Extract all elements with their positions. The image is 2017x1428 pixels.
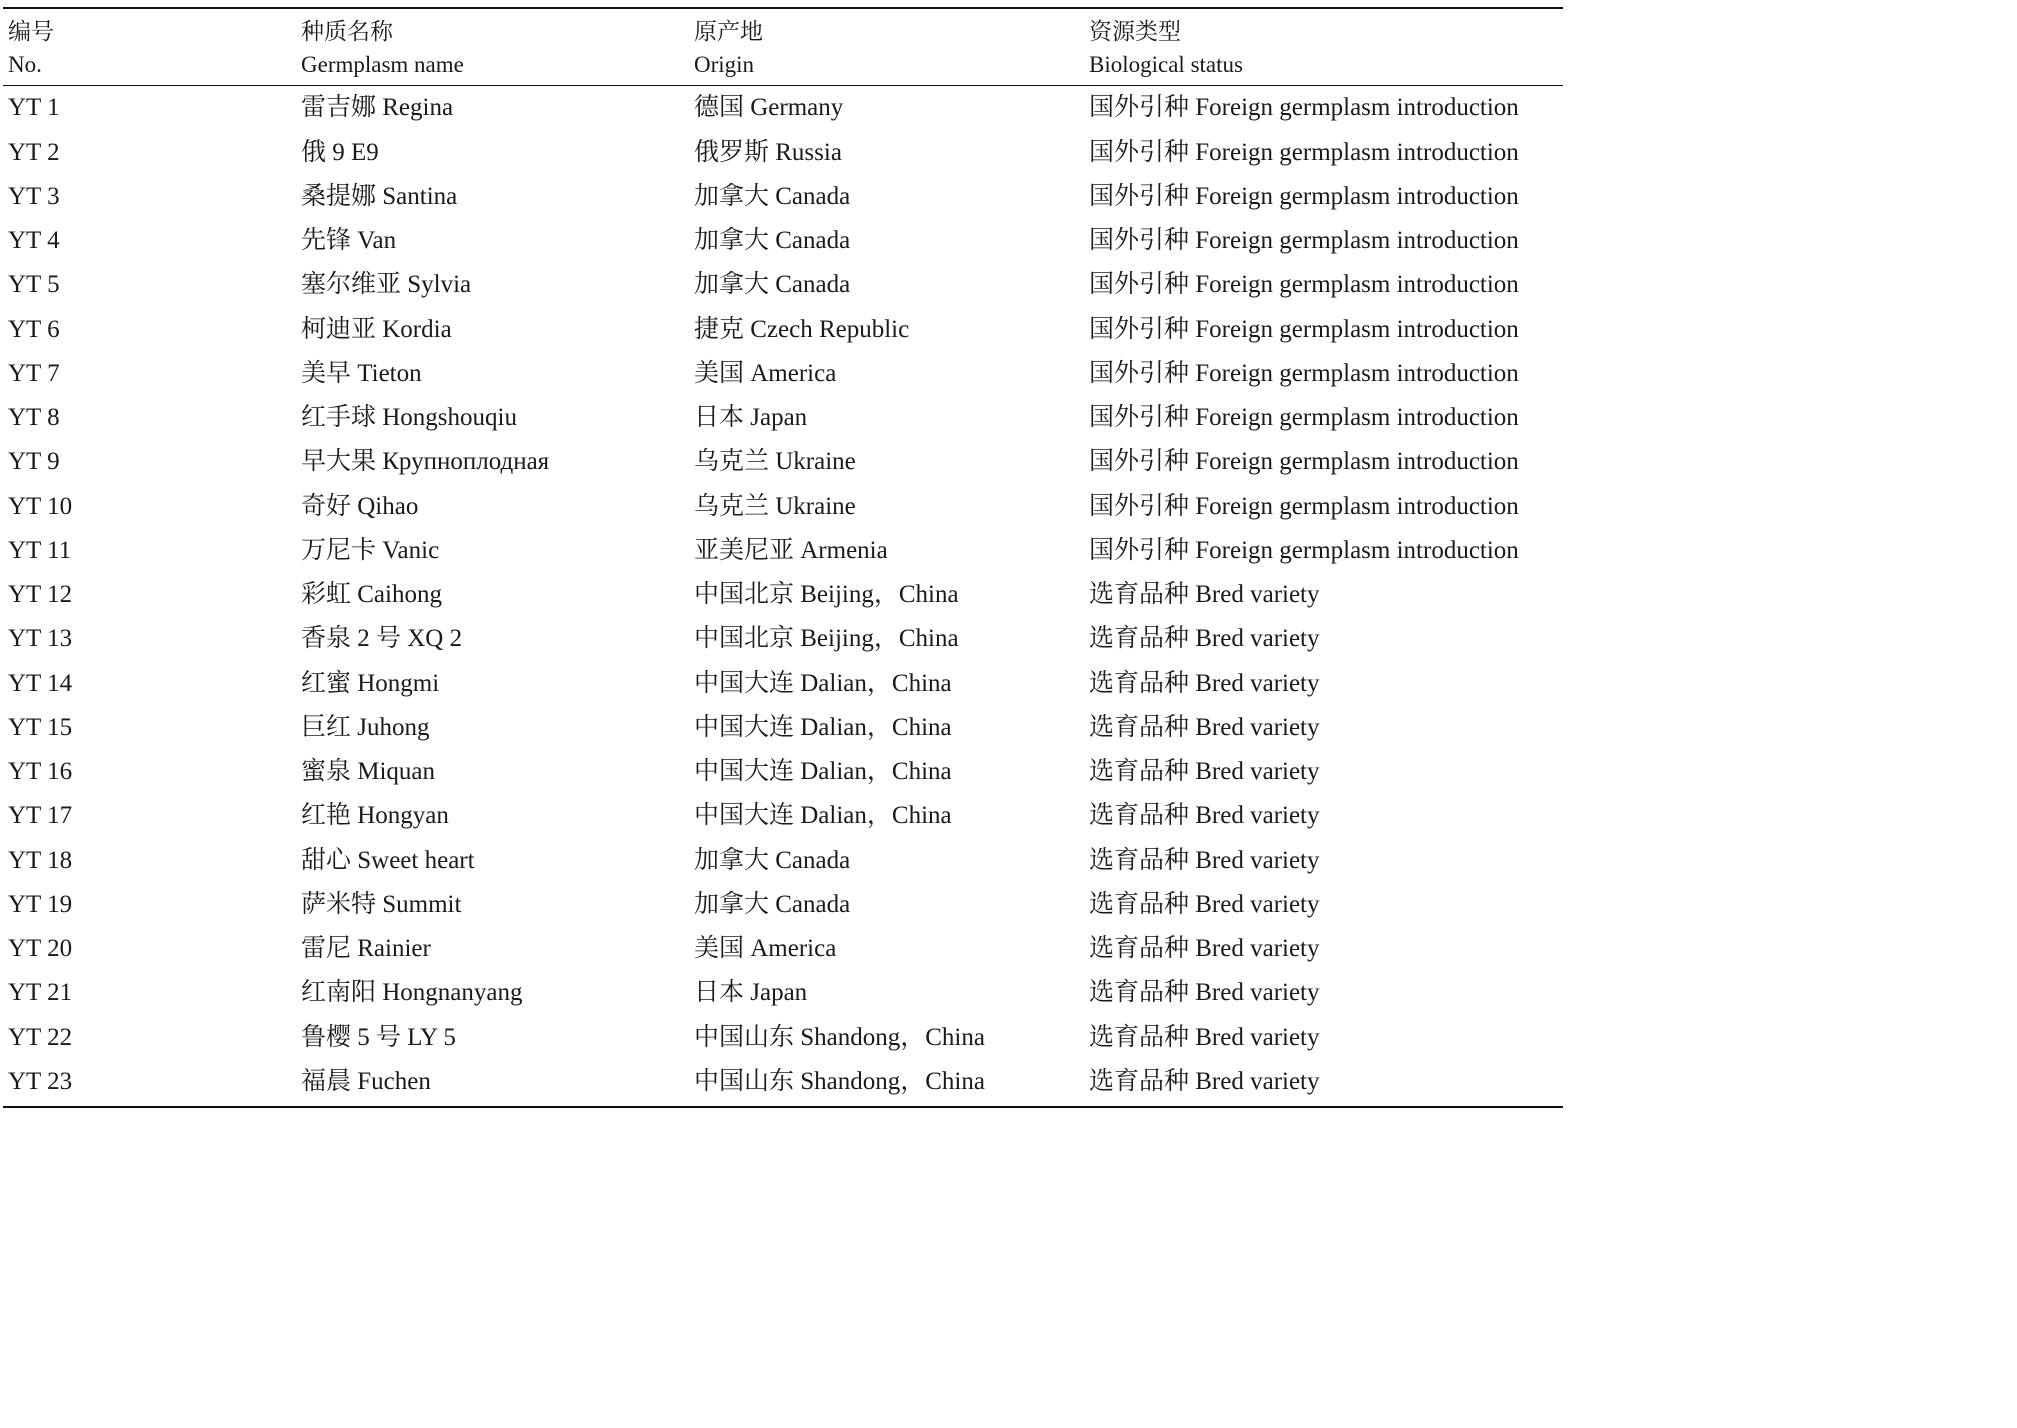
table-row bbox=[3, 175, 1563, 219]
row-origin: 加拿大 Canada bbox=[694, 846, 851, 874]
row-biological-status: 国外引种 Foreign germplasm introduction bbox=[1089, 492, 1519, 520]
row-origin: 美国 America bbox=[694, 935, 837, 963]
row-germplasm-name: 奇好 Qihao bbox=[301, 492, 419, 520]
table-row bbox=[3, 219, 1563, 263]
row-origin: 捷克 Czech Republic bbox=[694, 315, 910, 343]
header-origin-en: Origin bbox=[694, 52, 755, 77]
row-origin: 中国北京 Beijing，China bbox=[694, 625, 959, 653]
table-row bbox=[3, 352, 1563, 396]
table-row bbox=[3, 573, 1563, 617]
row-number: YT 1 bbox=[8, 94, 60, 122]
table-row bbox=[3, 794, 1563, 838]
row-biological-status: 国外引种 Foreign germplasm introduction bbox=[1089, 94, 1519, 122]
row-germplasm-name: 先锋 Van bbox=[301, 227, 397, 255]
row-germplasm-name: 蜜泉 Miquan bbox=[301, 758, 436, 786]
row-number: YT 23 bbox=[8, 1067, 73, 1095]
row-origin: 加拿大 Canada bbox=[694, 271, 851, 299]
row-germplasm-name: 红蜜 Hongmi bbox=[301, 669, 440, 697]
row-germplasm-name: 彩虹 Caihong bbox=[301, 581, 442, 609]
header-biological-status-en: Biological status bbox=[1089, 52, 1243, 77]
row-number: YT 14 bbox=[8, 669, 73, 697]
row-origin: 乌克兰 Ukraine bbox=[694, 492, 856, 520]
row-germplasm-name: 红南阳 Hongnanyang bbox=[301, 979, 523, 1007]
row-germplasm-name: 甜心 Sweet heart bbox=[301, 846, 475, 874]
row-biological-status: 选育品种 Bred variety bbox=[1089, 625, 1320, 653]
row-germplasm-name: 红艳 Hongyan bbox=[301, 802, 449, 830]
row-biological-status: 选育品种 Bred variety bbox=[1089, 846, 1320, 874]
row-number: YT 7 bbox=[8, 359, 60, 387]
row-number: YT 22 bbox=[8, 1023, 73, 1051]
row-number: YT 19 bbox=[8, 890, 73, 918]
table-row bbox=[3, 750, 1563, 794]
row-number: YT 17 bbox=[8, 802, 73, 830]
table-bottom-rule bbox=[3, 1106, 1563, 1108]
row-biological-status: 选育品种 Bred variety bbox=[1089, 802, 1320, 830]
row-biological-status: 国外引种 Foreign germplasm introduction bbox=[1089, 315, 1519, 343]
row-biological-status: 选育品种 Bred variety bbox=[1089, 890, 1320, 918]
table-row bbox=[3, 485, 1563, 529]
table-row bbox=[3, 617, 1563, 661]
row-biological-status: 国外引种 Foreign germplasm introduction bbox=[1089, 227, 1519, 255]
row-number: YT 4 bbox=[8, 227, 60, 255]
row-origin: 加拿大 Canada bbox=[694, 890, 851, 918]
table-row bbox=[3, 308, 1563, 352]
row-origin: 俄罗斯 Russia bbox=[694, 138, 842, 166]
row-germplasm-name: 俄 9 E9 bbox=[301, 138, 379, 166]
row-germplasm-name: 鲁樱 5 号 LY 5 bbox=[301, 1023, 456, 1051]
row-biological-status: 国外引种 Foreign germplasm introduction bbox=[1089, 404, 1519, 432]
row-biological-status: 选育品种 Bred variety bbox=[1089, 581, 1320, 609]
row-number: YT 20 bbox=[8, 935, 73, 963]
table-row bbox=[3, 706, 1563, 750]
row-biological-status: 国外引种 Foreign germplasm introduction bbox=[1089, 536, 1519, 564]
row-number: YT 12 bbox=[8, 581, 73, 609]
row-origin: 日本 Japan bbox=[694, 979, 808, 1007]
row-origin: 日本 Japan bbox=[694, 404, 808, 432]
row-biological-status: 选育品种 Bred variety bbox=[1089, 1067, 1320, 1095]
row-number: YT 18 bbox=[8, 846, 73, 874]
row-origin: 中国大连 Dalian，China bbox=[694, 802, 952, 830]
row-germplasm-name: 柯迪亚 Kordia bbox=[301, 315, 452, 343]
row-number: YT 6 bbox=[8, 315, 60, 343]
table-row bbox=[3, 86, 1563, 130]
row-biological-status: 选育品种 Bred variety bbox=[1089, 1023, 1320, 1051]
row-number: YT 5 bbox=[8, 271, 60, 299]
header-number-en: No. bbox=[8, 52, 42, 77]
table-row bbox=[3, 662, 1563, 706]
row-biological-status: 选育品种 Bred variety bbox=[1089, 979, 1320, 1007]
row-number: YT 15 bbox=[8, 713, 73, 741]
row-number: YT 13 bbox=[8, 625, 73, 653]
row-origin: 中国山东 Shandong，China bbox=[694, 1067, 985, 1095]
row-germplasm-name: 萨米特 Summit bbox=[301, 890, 462, 918]
table-row bbox=[3, 927, 1563, 971]
row-origin: 加拿大 Canada bbox=[694, 227, 851, 255]
row-biological-status: 国外引种 Foreign germplasm introduction bbox=[1089, 182, 1519, 210]
table-row bbox=[3, 883, 1563, 927]
row-biological-status: 国外引种 Foreign germplasm introduction bbox=[1089, 448, 1519, 476]
row-number: YT 21 bbox=[8, 979, 73, 1007]
row-origin: 德国 Germany bbox=[694, 94, 844, 122]
row-biological-status: 国外引种 Foreign germplasm introduction bbox=[1089, 359, 1519, 387]
row-number: YT 16 bbox=[8, 758, 73, 786]
header-biological-status bbox=[1089, 15, 1243, 81]
table-row bbox=[3, 131, 1563, 175]
table-header-row bbox=[3, 9, 1563, 85]
row-germplasm-name: 早大果 Крупноплодная bbox=[301, 448, 550, 476]
header-number bbox=[8, 15, 54, 81]
row-germplasm-name: 塞尔维亚 Sylvia bbox=[301, 271, 472, 299]
header-germplasm-name bbox=[301, 15, 464, 81]
germplasm-table bbox=[3, 7, 1563, 1108]
row-biological-status: 国外引种 Foreign germplasm introduction bbox=[1089, 138, 1519, 166]
row-biological-status: 选育品种 Bred variety bbox=[1089, 669, 1320, 697]
row-number: YT 9 bbox=[8, 448, 60, 476]
table-body bbox=[3, 86, 1563, 1106]
row-number: YT 10 bbox=[8, 492, 73, 520]
row-germplasm-name: 巨红 Juhong bbox=[301, 713, 430, 741]
row-germplasm-name: 红手球 Hongshouqiu bbox=[301, 404, 517, 432]
row-number: YT 3 bbox=[8, 182, 60, 210]
row-biological-status: 选育品种 Bred variety bbox=[1089, 758, 1320, 786]
row-origin: 亚美尼亚 Armenia bbox=[694, 536, 888, 564]
table-row bbox=[3, 839, 1563, 883]
row-origin: 乌克兰 Ukraine bbox=[694, 448, 856, 476]
header-biological-status-zh: 资源类型 bbox=[1089, 19, 1181, 44]
row-germplasm-name: 万尼卡 Vanic bbox=[301, 536, 440, 564]
row-germplasm-name: 福晨 Fuchen bbox=[301, 1067, 431, 1095]
table-row bbox=[3, 529, 1563, 573]
table-row bbox=[3, 1060, 1563, 1104]
row-origin: 加拿大 Canada bbox=[694, 182, 851, 210]
header-germplasm-name-en: Germplasm name bbox=[301, 52, 464, 77]
row-origin: 中国山东 Shandong，China bbox=[694, 1023, 985, 1051]
header-number-zh: 编号 bbox=[8, 19, 54, 44]
table-row bbox=[3, 971, 1563, 1015]
row-number: YT 11 bbox=[8, 536, 72, 564]
table-row bbox=[3, 396, 1563, 440]
header-origin bbox=[694, 15, 763, 81]
row-biological-status: 选育品种 Bred variety bbox=[1089, 935, 1320, 963]
header-germplasm-name-zh: 种质名称 bbox=[301, 19, 393, 44]
row-number: YT 8 bbox=[8, 404, 60, 432]
row-germplasm-name: 雷尼 Rainier bbox=[301, 935, 431, 963]
row-origin: 中国北京 Beijing，China bbox=[694, 581, 959, 609]
row-origin: 中国大连 Dalian，China bbox=[694, 713, 952, 741]
row-germplasm-name: 雷吉娜 Regina bbox=[301, 94, 454, 122]
table-row bbox=[3, 1016, 1563, 1060]
row-germplasm-name: 香泉 2 号 XQ 2 bbox=[301, 625, 463, 653]
row-biological-status: 国外引种 Foreign germplasm introduction bbox=[1089, 271, 1519, 299]
row-origin: 中国大连 Dalian，China bbox=[694, 758, 952, 786]
row-origin: 美国 America bbox=[694, 359, 837, 387]
table-row bbox=[3, 263, 1563, 307]
header-origin-zh: 原产地 bbox=[694, 19, 763, 44]
row-germplasm-name: 桑提娜 Santina bbox=[301, 182, 458, 210]
row-biological-status: 选育品种 Bred variety bbox=[1089, 713, 1320, 741]
table-row bbox=[3, 440, 1563, 484]
row-germplasm-name: 美早 Tieton bbox=[301, 359, 422, 387]
row-number: YT 2 bbox=[8, 138, 60, 166]
row-origin: 中国大连 Dalian，China bbox=[694, 669, 952, 697]
